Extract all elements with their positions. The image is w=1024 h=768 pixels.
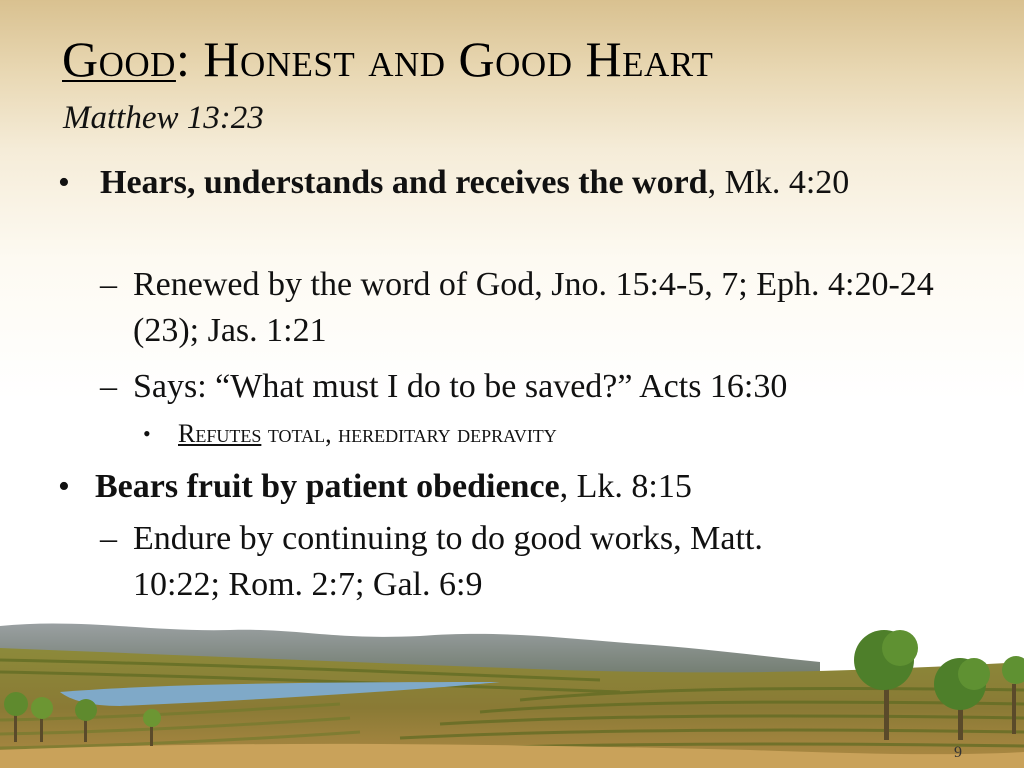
list-subitem <box>0 364 1024 410</box>
title-rest: : Honest and Good Heart <box>175 31 714 87</box>
subitem-text: Renewed by the word of God, Jno. 15:4-5, 7; Eph. 4:20-24 (23); Jas. 1:21 <box>133 266 934 349</box>
dash-icon: – <box>100 266 117 303</box>
list-subitem <box>0 262 1024 354</box>
subsubitem-text <box>178 418 958 450</box>
subitem-text: Endure by continuing to do good works, Matt. 10:22; Rom. 2:7; Gal. 6:9 <box>133 520 763 603</box>
slide-title <box>62 31 714 87</box>
bullet-icon: • <box>143 421 151 446</box>
page-number: 9 <box>954 744 962 761</box>
bullet-ref: , Lk. 8:15 <box>559 468 692 505</box>
list-subitem <box>0 516 1024 608</box>
scripture-reference: Matthew 13:23 <box>63 100 264 136</box>
bullet-text <box>100 160 900 206</box>
dash-icon: – <box>100 520 117 557</box>
bullet-bold: Hears, understands and receives the word <box>100 164 708 201</box>
farmland-illustration <box>0 600 1024 768</box>
subsubitem-rest: total, hereditary depravity <box>261 419 557 448</box>
bullet-icon: • <box>58 164 70 201</box>
dash-icon: – <box>100 368 117 405</box>
title-keyword: Good <box>62 31 176 87</box>
bullet-ref: , Mk. 4:20 <box>707 164 850 201</box>
list-subsubitem <box>0 418 1024 452</box>
list-item <box>0 464 1024 510</box>
bullet-icon: • <box>58 468 70 505</box>
list-item <box>0 160 1024 252</box>
emphasis-word: Refutes <box>178 419 262 448</box>
subitem-text: Says: “What must I do to be saved?” Acts 16:30 <box>133 368 788 405</box>
bullet-bold: Bears fruit by patient obedience <box>95 468 560 505</box>
bullet-text <box>95 464 915 510</box>
